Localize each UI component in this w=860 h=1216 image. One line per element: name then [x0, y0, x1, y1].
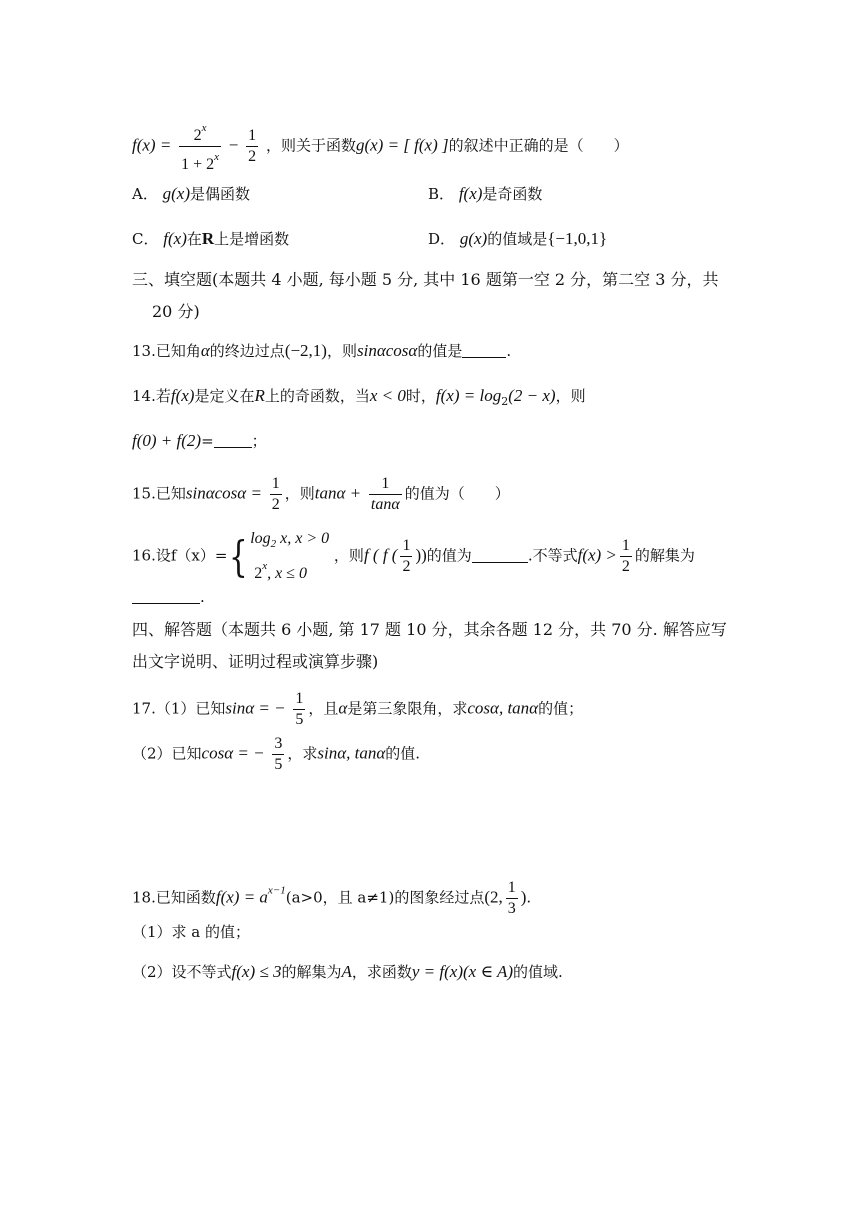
left-brace-icon: {: [229, 531, 249, 581]
q12-option-a[interactable]: A． g(x)是偶函数: [132, 184, 251, 203]
section-fill-in-header: 三、填空题(本题共 4 小题, 每小题 5 分, 其中 16 题第一空 2 分，第二空 3 分，共 20 分): [132, 270, 719, 321]
q14-answer-blank[interactable]: [214, 431, 252, 448]
q16-piecewise: $\log_2 x$, x > 0 2$^x$, x ≤ 0: [250, 530, 330, 582]
q12-option-d[interactable]: D． g(x)的值域是{−1,0,1}: [428, 229, 608, 248]
q13-answer-blank[interactable]: [462, 341, 506, 358]
q12-fx: f(x) =: [132, 135, 172, 155]
q16-answer-blank-2[interactable]: [132, 587, 200, 604]
q18: 18.已知函数$f(x) = a^{x-1}(a>0$，且 a≠1)的图象经过点(2, $\frac{1}{3}$ ).: [132, 879, 532, 917]
q16: 16.设f（x）={ $\log_2 x$, x > 0 2$^x$, x ≤ 0 ，则f ( f ( $\frac{1}{2}$ ))的值为 .不等式f(x) > $\frac{1}{2}$ 的解集为: [132, 528, 695, 585]
q17-part1: 17.（1）已知sinα = − $\frac{1}{5}$ ，且α是第三象限角，求cosα, tanα的值；: [132, 690, 584, 728]
q15: 15.已知sinαcosα = $\frac{1}{2}$ ，则tanα + $\frac{1}{\tan\alpha}$ 的值为（ ）: [132, 475, 510, 513]
q12-option-b[interactable]: B． f(x)是奇函数: [428, 184, 543, 203]
q17-part2: （2）已知cosα = − $\frac{3}{5}$ ，求sinα, tanα的值.: [132, 735, 421, 773]
q12-option-c[interactable]: C． f(x)在R上是增函数: [132, 229, 290, 248]
q14: 14.若f(x)是定义在R上的奇函数，当x < 0时，$f(x) = \log_2(2 - x)$，则: [132, 386, 586, 408]
q12-fraction-1: $\frac{2^x}{1 + 2^x}$: [179, 118, 221, 175]
q12-stem: f(x) = $\frac{2^x}{1 + 2^x}$ − $\frac{1}{2}$ ，则关于函数g(x) = [ f(x) ]的叙述中正确的是（ ）: [132, 118, 629, 175]
q12-fraction-2: $\frac{1}{2}$: [248, 127, 257, 165]
q16-answer-blank-1[interactable]: [472, 546, 528, 563]
q18-part1: （1）求 a 的值；: [132, 923, 251, 941]
q13: 13.已知角α的终边过点(−2,1)，则sinαcosα的值是 .: [132, 341, 512, 360]
section-answer-header: 四、解答题（本题共 6 小题, 第 17 题 10 分，其余各题 12 分，共 70 分. 解答应写 出文字说明、证明过程或演算步骤): [132, 620, 727, 671]
q16-line2: .: [132, 585, 205, 609]
q12-gx: g(x) = [ f(x) ]: [355, 135, 449, 155]
q18-part2: （2）设不等式f(x) ≤ 3的解集为A，求函数y = f(x)(x ∈ A)的值域.: [132, 962, 563, 981]
q14-line2: f(0) + f(2)= ；: [132, 431, 267, 450]
